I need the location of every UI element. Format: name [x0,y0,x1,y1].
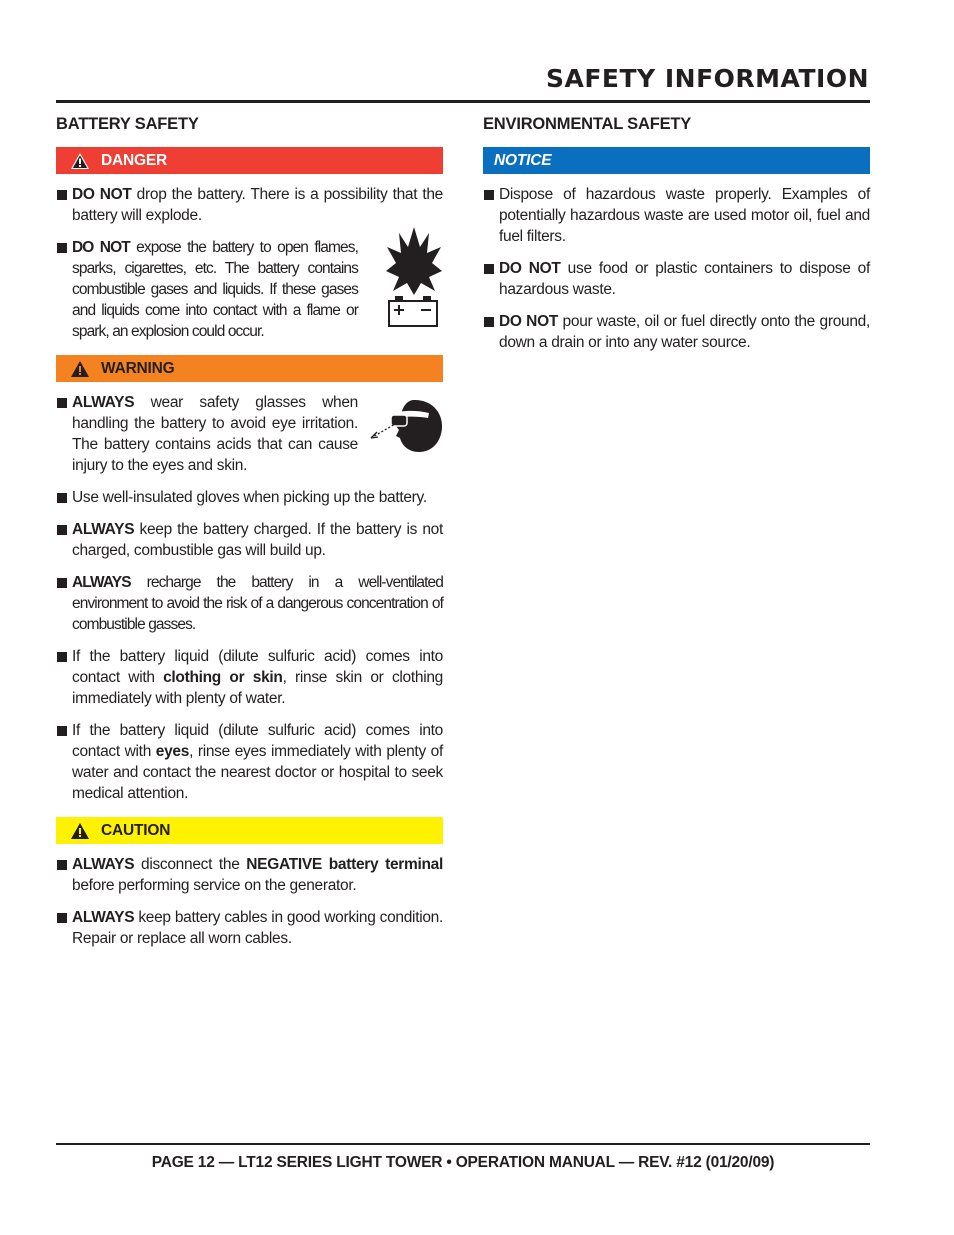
environmental-safety-column [483,114,870,364]
item-emphasis: eyes [155,743,190,760]
list-item [56,854,443,896]
item-lead: DO NOT [499,260,561,277]
bullet-square-icon [57,190,67,200]
environmental-safety-heading: ENVIRONMENTAL SAFETY [483,115,692,133]
notice-banner [483,147,870,174]
item-text: expose the battery to open flames, sparks, cigarettes, etc. The battery contains combustible gases and liquids. If these gases and liquids come into contact with a flame or spark, an explosion could occur. [72,239,359,340]
item-text: use food or plastic containers to dispose of hazardous waste. [499,260,870,298]
caution-banner [56,817,443,844]
battery-safety-heading: BATTERY SAFETY [56,115,199,133]
item-text: disconnect the [134,856,247,873]
item-text: Dispose of hazardous waste properly. Examples of potentially hazardous waste are used motor oil, fuel and fuel filters. [499,186,870,245]
item-text: keep battery cables in good working condition. Repair or replace all worn cables. [72,909,443,947]
item-emphasis: clothing or skin [163,669,283,686]
item-text: drop the battery. There is a possibility that the battery will explode. [72,186,443,224]
bullet-square-icon [57,243,67,253]
item-text: Use well-insulated gloves when picking up the battery. [72,489,427,506]
item-lead: ALWAYS [72,394,135,411]
alert-triangle-icon [70,152,90,170]
item-text: wear safety glasses when handling the battery to avoid eye irritation. The battery contains acids that can cause injury to the eyes and skin. [72,394,358,474]
bullet-square-icon [484,264,494,274]
item-text: , rinse eyes immediately with plenty of water and contact the nearest doctor or hospital to seek medical attention. [72,743,443,802]
danger-label: DANGER [101,151,167,169]
item-text: before performing service on the generator. [72,877,357,894]
list-item [483,184,870,247]
warning-banner [56,355,443,382]
page-title: SAFETY INFORMATION [546,64,869,93]
bullet-square-icon [484,190,494,200]
item-text: If the battery liquid (dilute sulfuric acid) comes into contact with [72,722,443,760]
bullet-square-icon [57,652,67,662]
list-item [56,184,443,226]
item-lead: ALWAYS [72,521,135,538]
alert-triangle-icon [70,360,90,378]
list-item [56,646,443,709]
item-lead: DO NOT [499,313,559,330]
item-lead: ALWAYS [72,574,131,591]
caution-label: CAUTION [101,821,171,839]
item-lead: ALWAYS [72,909,135,926]
bullet-square-icon [57,398,67,408]
item-lead: ALWAYS [72,856,135,873]
bullet-square-icon [484,317,494,327]
bullet-square-icon [57,913,67,923]
bullet-square-icon [57,860,67,870]
safety-glasses-icon [369,396,443,454]
item-emphasis: NEGATIVE battery terminal [246,856,443,873]
item-lead: DO NOT [72,239,130,256]
bullet-square-icon [57,578,67,588]
list-item [56,237,443,342]
list-item [56,392,443,476]
page-footer: PAGE 12 — LT12 SERIES LIGHT TOWER • OPERATION MANUAL — REV. #12 (01/20/09) [151,1154,775,1171]
list-item [56,487,443,508]
item-lead: DO NOT [72,186,132,203]
item-text: keep the battery charged. If the battery is not charged, combustible gas will build up. [72,521,443,559]
notice-label: NOTICE [494,151,552,169]
item-text: If the battery liquid (dilute sulfuric acid) comes into contact with [72,648,443,686]
bullet-square-icon [57,493,67,503]
header-rule [56,100,870,103]
footer-rule [56,1143,870,1145]
list-item [56,572,443,635]
list-item [56,907,443,949]
bullet-square-icon [57,726,67,736]
list-item [483,311,870,353]
battery-explosion-icon [385,225,443,331]
list-item [56,720,443,804]
item-text: pour waste, oil or fuel directly onto the ground, down a drain or into any water source. [499,313,870,351]
battery-safety-column [56,114,443,960]
list-item [483,258,870,300]
item-text: recharge the battery in a well-ventilated environment to avoid the risk of a dangerous concentration of combustible gasses. [72,574,443,633]
alert-triangle-icon [70,822,90,840]
list-item [56,519,443,561]
bullet-square-icon [57,525,67,535]
warning-label: WARNING [101,359,175,377]
danger-banner [56,147,443,174]
item-text: , rinse skin or clothing immediately with plenty of water. [72,669,443,707]
